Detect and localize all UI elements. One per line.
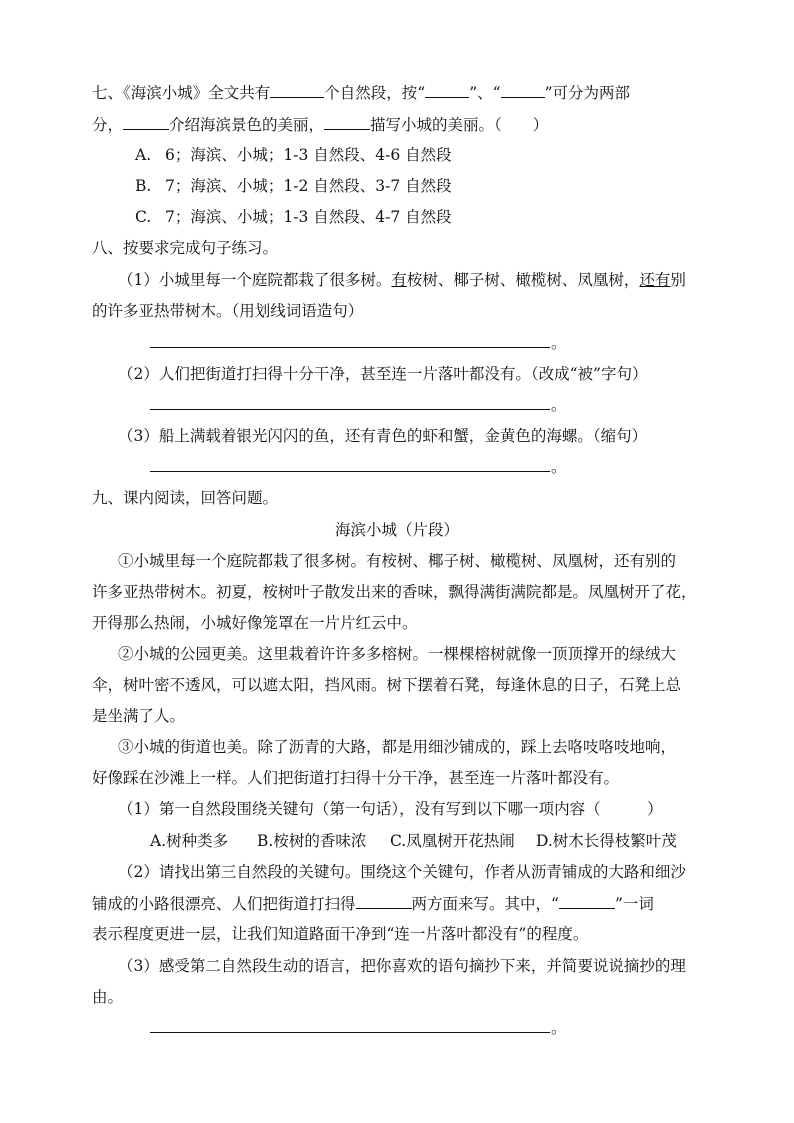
q9-question2-line3: 表示程度更进一层，让我们知道路面干净到“连一片落叶都没有”的程度。 — [92, 925, 589, 943]
option-letter: A. — [135, 146, 152, 164]
option-b[interactable]: B.桉树的香味浓 — [257, 832, 367, 850]
q8-s1-line1 — [118, 270, 794, 290]
passage-title: 海滨小城（片段） — [334, 521, 459, 539]
q9-question3-line2: 由。 — [92, 988, 124, 1006]
option-text: 7；海滨、小城；1-2 自然段、3-7 自然段 — [165, 177, 452, 195]
answer-blank[interactable] — [123, 114, 169, 130]
q7-option-c[interactable] — [135, 207, 794, 227]
q9-text: 两方面来写。其中，“ — [411, 895, 559, 913]
answer-line[interactable] — [150, 409, 550, 410]
q8-text: 桉树、椰子树、橄榄树、凤凰树， — [406, 271, 640, 289]
q7-text: 分， — [92, 116, 124, 134]
q7-text: 个自然段，按“ — [324, 84, 426, 102]
q8-s3: （3）船上满载着银光闪闪的鱼，还有青色的虾和蟹，金黄色的海螺。（缩句） — [118, 427, 648, 445]
q7-text: 描写小城的美丽。（ ） — [370, 116, 549, 134]
q8-text: （1）小城里每一个庭院都栽了很多树。 — [118, 271, 392, 289]
underlined-word: 有 — [391, 271, 407, 289]
q8-s1-line2: 的许多亚热带树木。（用划线词语造句） — [92, 302, 364, 320]
passage-p1-line1: ①小城里每一个庭院都栽了很多树。有桉树、椰子树、橄榄树、凤凰树，还有别的 — [118, 552, 677, 570]
option-letter: B. — [135, 177, 152, 195]
q7-text: ”可分为两部 — [544, 84, 630, 102]
q9-question3-line1: （3）感受第二自然段生动的语言，把你喜欢的语句摘抄下来，并简要说说摘抄的理 — [118, 957, 686, 975]
passage-p3-line2: 好像踩在沙滩上一样。人们把街道打扫得十分干净，甚至连一片落叶都没有。 — [92, 769, 620, 787]
q7-option-a[interactable] — [135, 145, 794, 165]
option-a[interactable]: A.树种类多 — [150, 832, 229, 850]
period: 。 — [551, 396, 567, 414]
q7-line1 — [92, 82, 794, 103]
option-text: 6；海滨、小城；1-3 自然段、4-6 自然段 — [165, 146, 452, 164]
answer-blank[interactable] — [425, 82, 469, 98]
answer-line[interactable] — [150, 347, 550, 348]
q9-question2-line2 — [92, 893, 794, 914]
q9-title: 九、课内阅读，回答问题。 — [92, 489, 279, 507]
q8-title: 八、按要求完成句子练习。 — [92, 239, 279, 257]
passage-p2-line1: ②小城的公园更美。这里栽着许许多多榕树。一棵棵榕树就像一顶顶撑开的绿绒大 — [118, 645, 677, 663]
q7-option-b[interactable] — [135, 176, 794, 196]
period: 。 — [551, 1019, 567, 1037]
option-c[interactable]: C.凤凰树开花热闹 — [390, 832, 515, 850]
option-d[interactable]: D.树木长得枝繁叶茂 — [536, 832, 677, 850]
passage-p2-line2: 伞，树叶密不透风，可以遮太阳，挡风雨。树下摆着石凳，每逢休息的日子，石凳上总 — [92, 676, 682, 694]
q8-s2: （2）人们把街道打扫得十分干净，甚至连一片落叶都没有。（改成“被”字句） — [118, 365, 648, 383]
q8-text: 别 — [670, 271, 686, 289]
passage-p3-line1: ③小城的街道也美。除了沥青的大路，都是用细沙铺成的，踩上去咯吱咯吱地响， — [118, 738, 677, 756]
answer-line[interactable] — [150, 1032, 550, 1033]
option-letter: C. — [135, 208, 152, 226]
q9-question2-line1: （2）请找出第三自然段的关键句。围绕这个关键句，作者从沥青铺成的大路和细沙 — [118, 863, 686, 881]
answer-blank[interactable] — [356, 893, 412, 909]
answer-line[interactable] — [150, 471, 550, 472]
option-text: 7；海滨、小城；1-3 自然段、4-7 自然段 — [165, 208, 452, 226]
answer-blank[interactable] — [559, 893, 615, 909]
underlined-word: 还有 — [639, 271, 671, 289]
q7-text: 介绍海滨景色的美丽， — [169, 116, 325, 134]
period: 。 — [551, 334, 567, 352]
answer-blank[interactable] — [324, 114, 370, 130]
q9-text: ”一词 — [614, 895, 654, 913]
period: 。 — [551, 458, 567, 476]
q9-question1: （1）第一自然段围绕关键句（第一句话），没有写到以下哪一项内容（ ） — [118, 800, 663, 818]
q7-line2 — [92, 114, 794, 135]
q7-text: 七、《海滨小城》全文共有 — [92, 84, 271, 102]
passage-p2-line3: 是坐满了人。 — [92, 707, 186, 725]
q7-text: ”、“ — [469, 84, 501, 102]
answer-blank[interactable] — [270, 82, 324, 98]
passage-p1-line3: 开得那么热闹，小城好像笼罩在一片片红云中。 — [92, 614, 418, 632]
q9-question1-options — [150, 831, 794, 851]
passage-p1-line2: 许多亚热带树木。初夏，桉树叶子散发出来的香味，飘得满街满院都是。凤凰树开了花， — [92, 583, 697, 601]
answer-blank[interactable] — [501, 82, 545, 98]
q9-text: 铺成的小路很漂亮、人们把街道打扫得 — [92, 895, 356, 913]
